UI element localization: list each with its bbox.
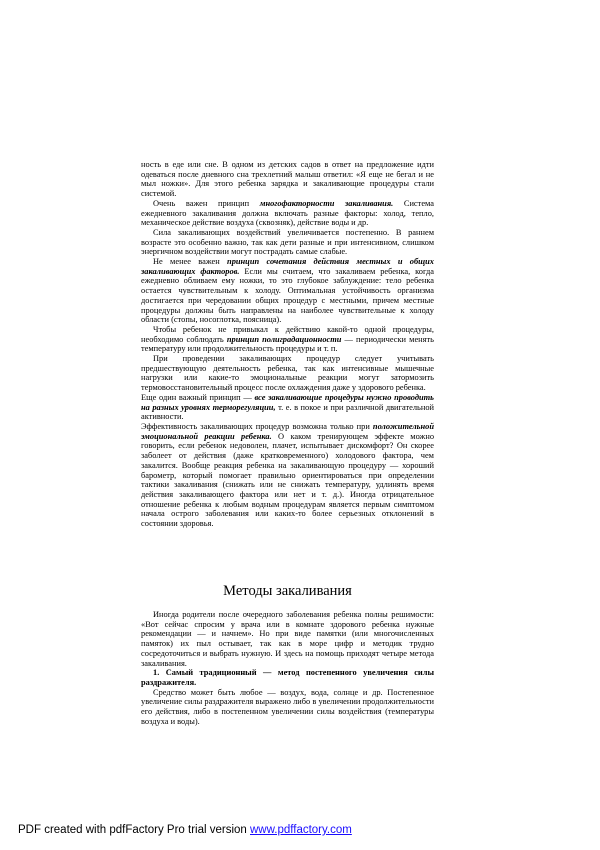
paragraph-5: Чтобы ребенок не привыкал к действию какой-то одной процедуры, необходимо соблюдать принцип полиградационности — периодически менять температуру или продолжительность процедуры и т. п. — [141, 324, 434, 354]
method-1-title: 1. Самый традиционный — метод постепенного увеличения силы раздражителя. — [141, 668, 434, 687]
document-body — [141, 160, 434, 529]
paragraph-8: Эффективность закаливающих процедур возможна только при положительной эмоциональной реакции ребенка. О каком тренирующем эффекте можно говорить, если ребенок недоволен, плачет, испытывает дискомфорт? Он скорее заболеет от действия (даже кратковременного) холодового фактора, чем закалится. Вообще реакция ребенка на закаливающую процедуру — хороший барометр, который помогает правильно ориентироваться при определении тактики закаливания (снижать или не снижать температуру, удлинять время действия закаливающего фактора или нет и т. д.). Иногда отрицательное отношение ребенка к любым водным процедурам является первым симптомом начала острого заболевания или каких-то более серьезных отклонений в состоянии здоровья. — [141, 421, 435, 529]
paragraph-4: Не менее важен принцип сочетания действия местных и общих закаливающих факторов. Если мы считаем, что закаливаем ребенка, когда ежедневно обливаем ему ножки, то это глубокое заблуждение: тело ребенка остается чувствительным к холоду. Оптимальная устойчивость организма достигается при чередовании общих процедур с местными, причем местные процедуры должны быть направлены на наиболее чувствительные к холоду области (стопы, носоглотка, поясница). — [141, 257, 434, 325]
paragraph-2: Очень важен принцип многофакторности закаливания. Система ежедневного закаливания должна включать разные факторы: холод, тепло, механическое действие воздуха (сквозняк), действие воды и др. — [141, 198, 434, 228]
paragraph-6: При проведении закаливающих процедур следует учитывать предшествующую деятельность ребенка, так как интенсивные мышечные нагрузки или какие-то эмоциональные реакции могут затормозить термовосстановительный процесс после охлаждения даже у здорового ребенка. — [141, 354, 434, 393]
emphasis: многофакторности закаливания. — [259, 198, 394, 208]
pdffactory-link[interactable]: www.pdffactory.com — [250, 824, 352, 836]
emphasis: принцип сочетания действия местных и общих закаливающих факторов. — [141, 257, 434, 276]
section-heading: Методы закаливания — [223, 583, 352, 599]
pdf-footer — [18, 824, 352, 836]
paragraph-3: Сила закаливающих воздействий увеличивается постепенно. В раннем возрасте это особенно важно, так как дети разные и при интенсивном, слишком энергичном воздействии могут пострадать самые слабые. — [141, 227, 434, 257]
emphasis: принцип полиградационности — [226, 334, 342, 344]
paragraph-9: Иногда родители после очередного заболевания ребенка полны решимости: «Вот сейчас спросим у врача или в комнате здорового ребенка нужные рекомендации — и начнем». Но при виде памятки (или многочисленных памяток) их пыл остывает, так как в море цифр и методик трудно сосредоточиться и выбрать нужную. И здесь на помощь приходят четыре метода закаливания. — [141, 610, 434, 668]
emphasis: положительной эмоциональной реакции ребенка. — [141, 421, 434, 441]
footer-text: PDF created with pdfFactory Pro trial version — [18, 824, 250, 836]
emphasis: все закаливающие процедуры нужно проводить на разных уровнях терморегуляции, — [141, 392, 434, 412]
paragraph-7: Еще один важный принцип — все закаливающие процедуры нужно проводить на разных уровнях терморегуляции, т. е. в покое и при различной двигательной активности. — [141, 392, 434, 422]
document-body-continued — [141, 610, 434, 726]
paragraph-11: Средство может быть любое — воздух, вода, солнце и др. Постепенное увеличение силы раздражителя выражено либо в увеличении продолжительности его действия, либо в постепенном увеличении силы воздействия (температуры воздуха и воды). — [141, 687, 434, 726]
paragraph-1: ность в еде или сне. В одном из детских садов в ответ на предложение идти одеваться после дневного сна трехлетний малыш ответил: «Я еще не бегал и не мыл ножки». Для этого ребенка зарядка и закаливающие процедуры стали системой. — [141, 160, 434, 199]
